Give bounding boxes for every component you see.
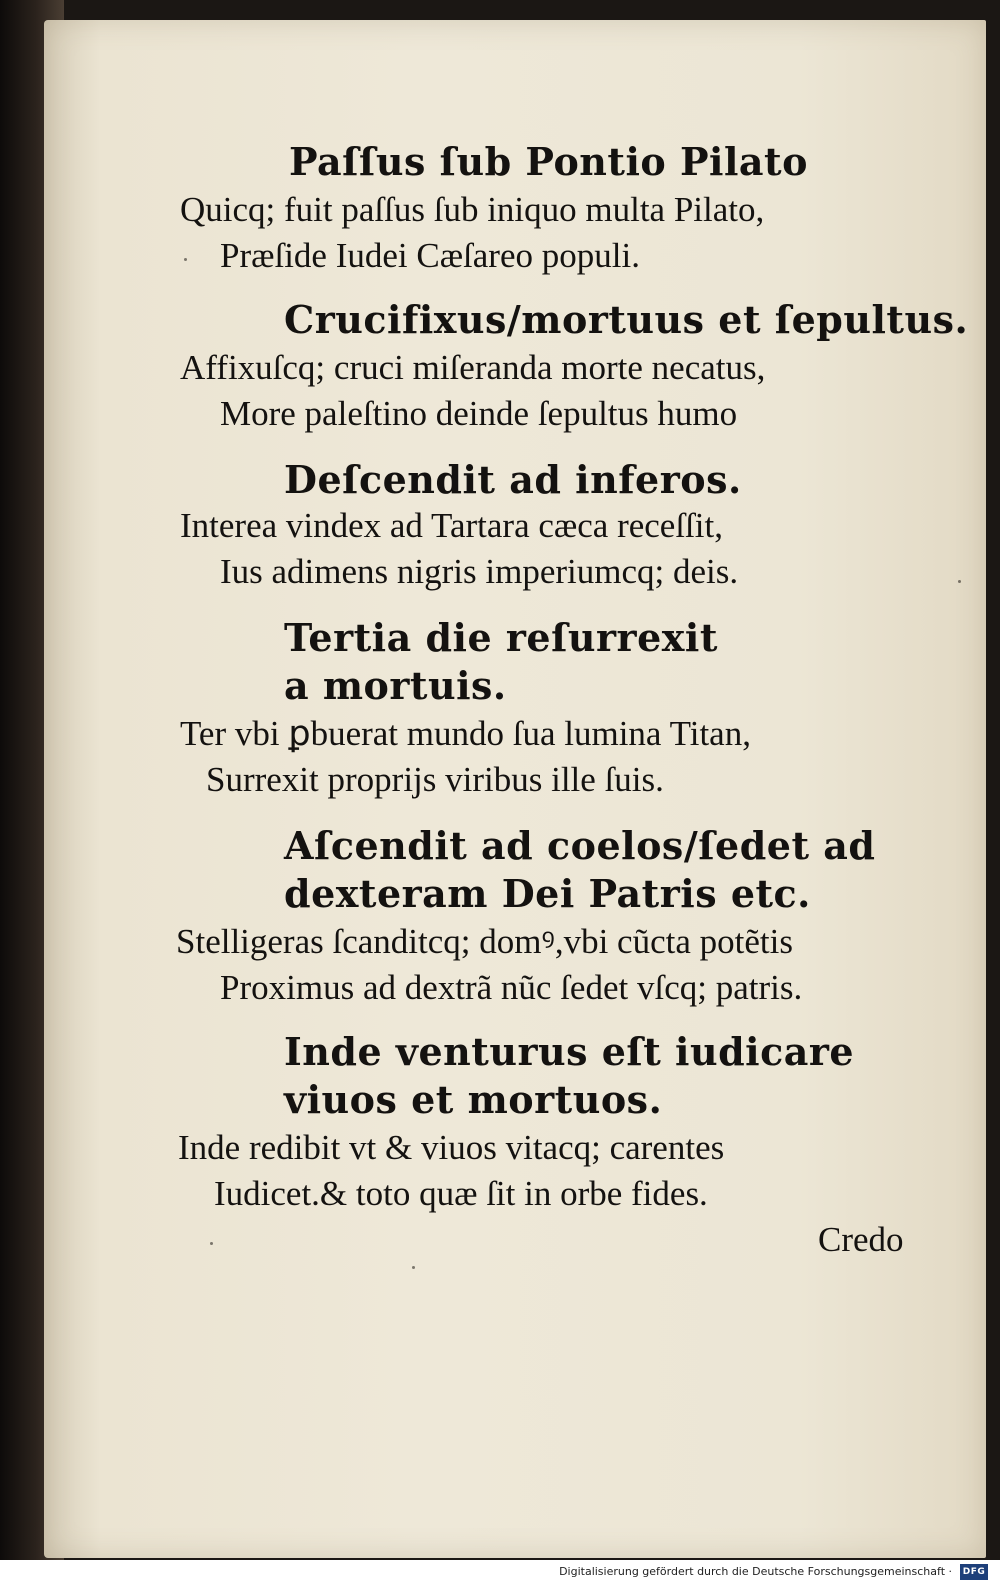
verse-line: More paleſtino deinde ſepultus humo: [220, 394, 738, 433]
verse-line: Quicq; fuit paſſus ſub iniquo multa Pilato,: [180, 190, 765, 229]
verse-line: Affixuſcq; cruci miſeranda morte necatus,: [180, 348, 766, 387]
dfg-logo-icon: DFG: [960, 1564, 988, 1580]
verse-line: Ter vbi ꝑbuerat mundo ſua lumina Titan,: [180, 714, 751, 753]
verse-line: Præſide Iudei Cæſareo populi.: [220, 236, 640, 275]
section-heading: a mortuis.: [284, 663, 507, 708]
section-heading: Tertia die reſurrexit: [284, 615, 718, 660]
section-heading: Paſſus ſub Pontio Pilato: [289, 139, 808, 184]
paper-speck: [210, 1242, 213, 1245]
verse-line: Surrexit proprijs viribus ille ſuis.: [206, 760, 664, 799]
section-heading: Crucifixus/mortuus et ſepultus.: [284, 297, 969, 342]
book-page: [44, 20, 986, 1558]
verse-line: Inde redibit vt & viuos vitacq; carentes: [178, 1128, 725, 1167]
verse-line: Interea vindex ad Tartara cæca receſſit,: [180, 506, 723, 545]
funding-credit: Digitalisierung gefördert durch die Deutsche Forschungsgemeinschaft ·: [559, 1565, 952, 1578]
section-heading: dexteram Dei Patris etc.: [284, 871, 811, 916]
section-heading: Deſcendit ad inferos.: [284, 457, 742, 502]
catchword: Credo: [818, 1220, 904, 1259]
section-heading: Aſcendit ad coelos/ſedet ad: [284, 823, 876, 868]
verse-line: Stelligeras ſcanditcq; domꝰ,vbi cũcta potẽtis: [176, 922, 793, 961]
footer-bar: [0, 1560, 1000, 1588]
paper-speck: [412, 1266, 415, 1269]
section-heading: viuos et mortuos.: [284, 1077, 663, 1122]
verse-line: Iudicet.& toto quæ ſit in orbe fides.: [214, 1174, 708, 1213]
page-text: [44, 20, 986, 1558]
paper-speck: [958, 580, 961, 583]
verse-line: Ius adimens nigris imperiumcq; deis.: [220, 552, 739, 591]
paper-speck: [184, 258, 187, 261]
section-heading: Inde venturus eſt iudicare: [284, 1029, 855, 1074]
verse-line: Proximus ad dextrã nũc ſedet vſcq; patris.: [220, 968, 803, 1007]
